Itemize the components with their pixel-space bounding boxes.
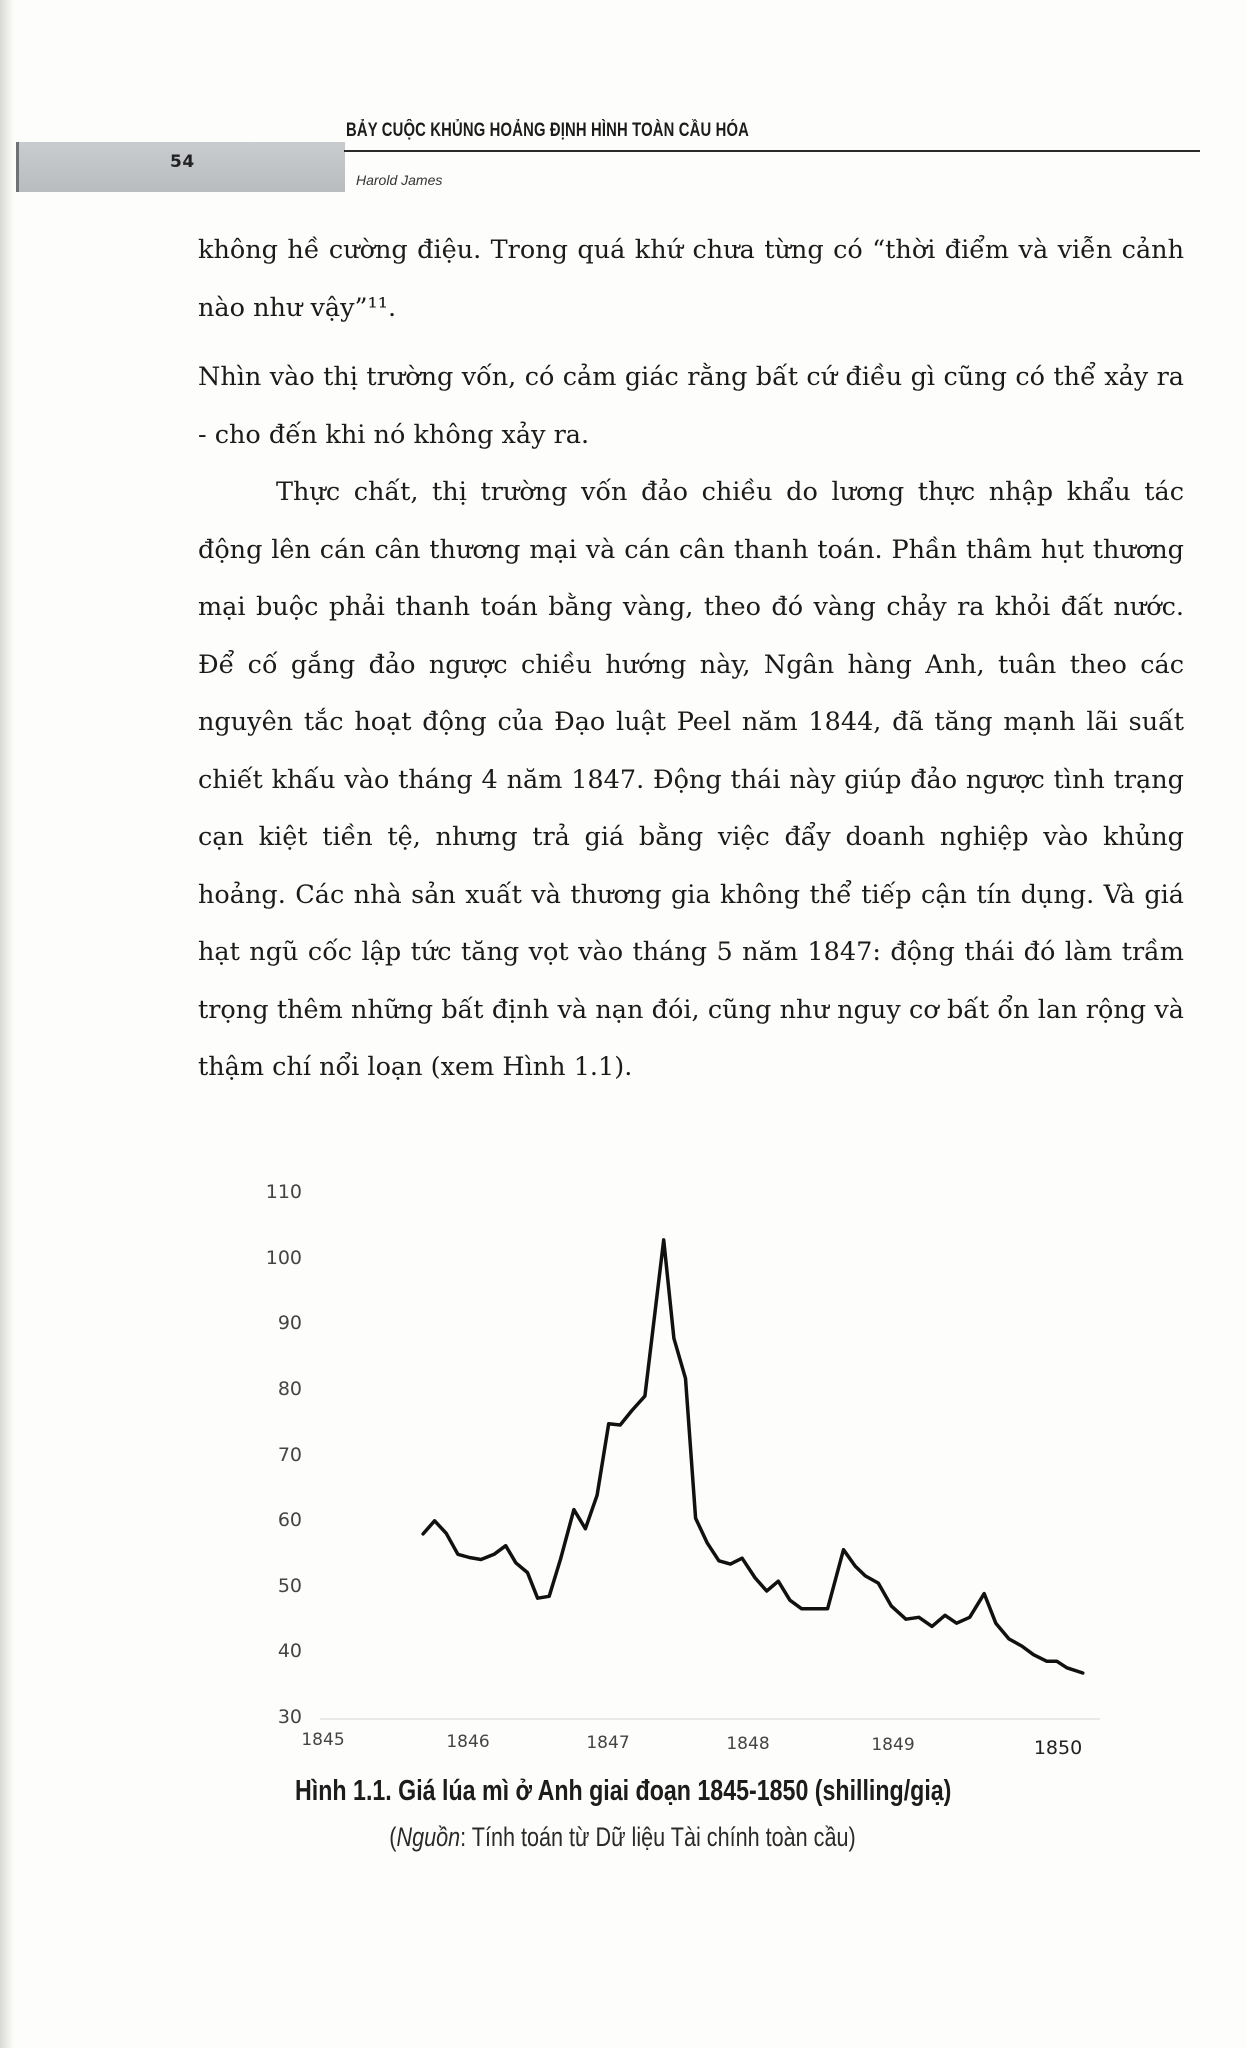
book-spine-shadow	[0, 0, 14, 2048]
figure-source: (Nguồn: Tính toán từ Dữ liệu Tài chính toàn cầu)	[389, 1822, 857, 1852]
y-tick-label: 30	[277, 1706, 302, 1728]
y-tick-label: 60	[277, 1509, 302, 1532]
chart-plot-area	[250, 1160, 1110, 1720]
paragraph: Thực chất, thị trường vốn đảo chiều do lương thực nhập khẩu tác động lên cán cân thương mại và cán cân thanh toán. Phần thâm hụt thương mại buộc phải thanh toán bằng vàng, theo đó vàng chảy ra khỏi đất nước. Để cố gắng đảo ngược chiều hướng này, Ngân hàng Anh, tuân theo các nguyên tắc hoạt động của Đạo luật Peel năm 1844, đã tăng mạnh lãi suất chiết khấu vào tháng 4 năm 1847. Động thái này giúp đảo ngược tình trạng cạn kiệt tiền tệ, nhưng trả giá bằng việc đẩy doanh nghiệp vào khủng hoảng. Các nhà sản xuất và thương gia không thể tiếp cận tín dụng. Và giá hạt ngũ cốc lập tức tăng vọt vào tháng 5 năm 1847: động thái đó làm trầm trọng thêm những bất định và nạn đói, cũng như nguy cơ bất ổn lan rộng và thậm chí nổi loạn (xem Hình 1.1).	[198, 477, 1184, 1082]
x-tick-label: 1846	[446, 1732, 490, 1752]
figure-caption: Hình 1.1. Giá lúa mì ở Anh giai đoạn 1845-1850 (shilling/giạ)	[294, 1775, 952, 1807]
x-tick-label: 1847	[586, 1733, 630, 1753]
x-tick-label: 1850	[1033, 1737, 1083, 1759]
wheat-price-chart	[250, 1160, 1110, 1759]
x-tick-label: 1845	[301, 1730, 345, 1750]
y-tick-label: 70	[277, 1443, 302, 1466]
y-tick-label: 100	[265, 1246, 302, 1269]
y-tick-label: 110	[265, 1181, 302, 1203]
paragraph: không hề cường điệu. Trong quá khứ chưa từng có “thời điểm và viễn cảnh nào như vậy”¹¹.	[198, 235, 1184, 323]
page-number: 54	[170, 152, 195, 172]
running-title: BẢY CUỘC KHỦNG HOẢNG ĐỊNH HÌNH TOÀN CẦU HÓA	[346, 120, 750, 141]
x-tick-label: 1849	[871, 1735, 915, 1755]
body-text	[198, 222, 1184, 1097]
running-author: Harold James	[356, 172, 443, 188]
y-tick-label: 40	[277, 1640, 302, 1663]
y-tick-label: 50	[277, 1574, 302, 1597]
paragraph: Nhìn vào thị trường vốn, có cảm giác rằng bất cứ điều gì cũng có thể xảy ra - cho đến khi nó không xảy ra.	[198, 362, 1184, 450]
y-tick-label: 90	[277, 1312, 302, 1335]
y-tick-label: 80	[277, 1377, 302, 1400]
header-rule	[344, 150, 1200, 152]
wheat-price-line	[423, 1240, 1083, 1673]
source-label: Nguồn	[396, 1822, 461, 1852]
x-tick-label: 1848	[726, 1734, 770, 1754]
